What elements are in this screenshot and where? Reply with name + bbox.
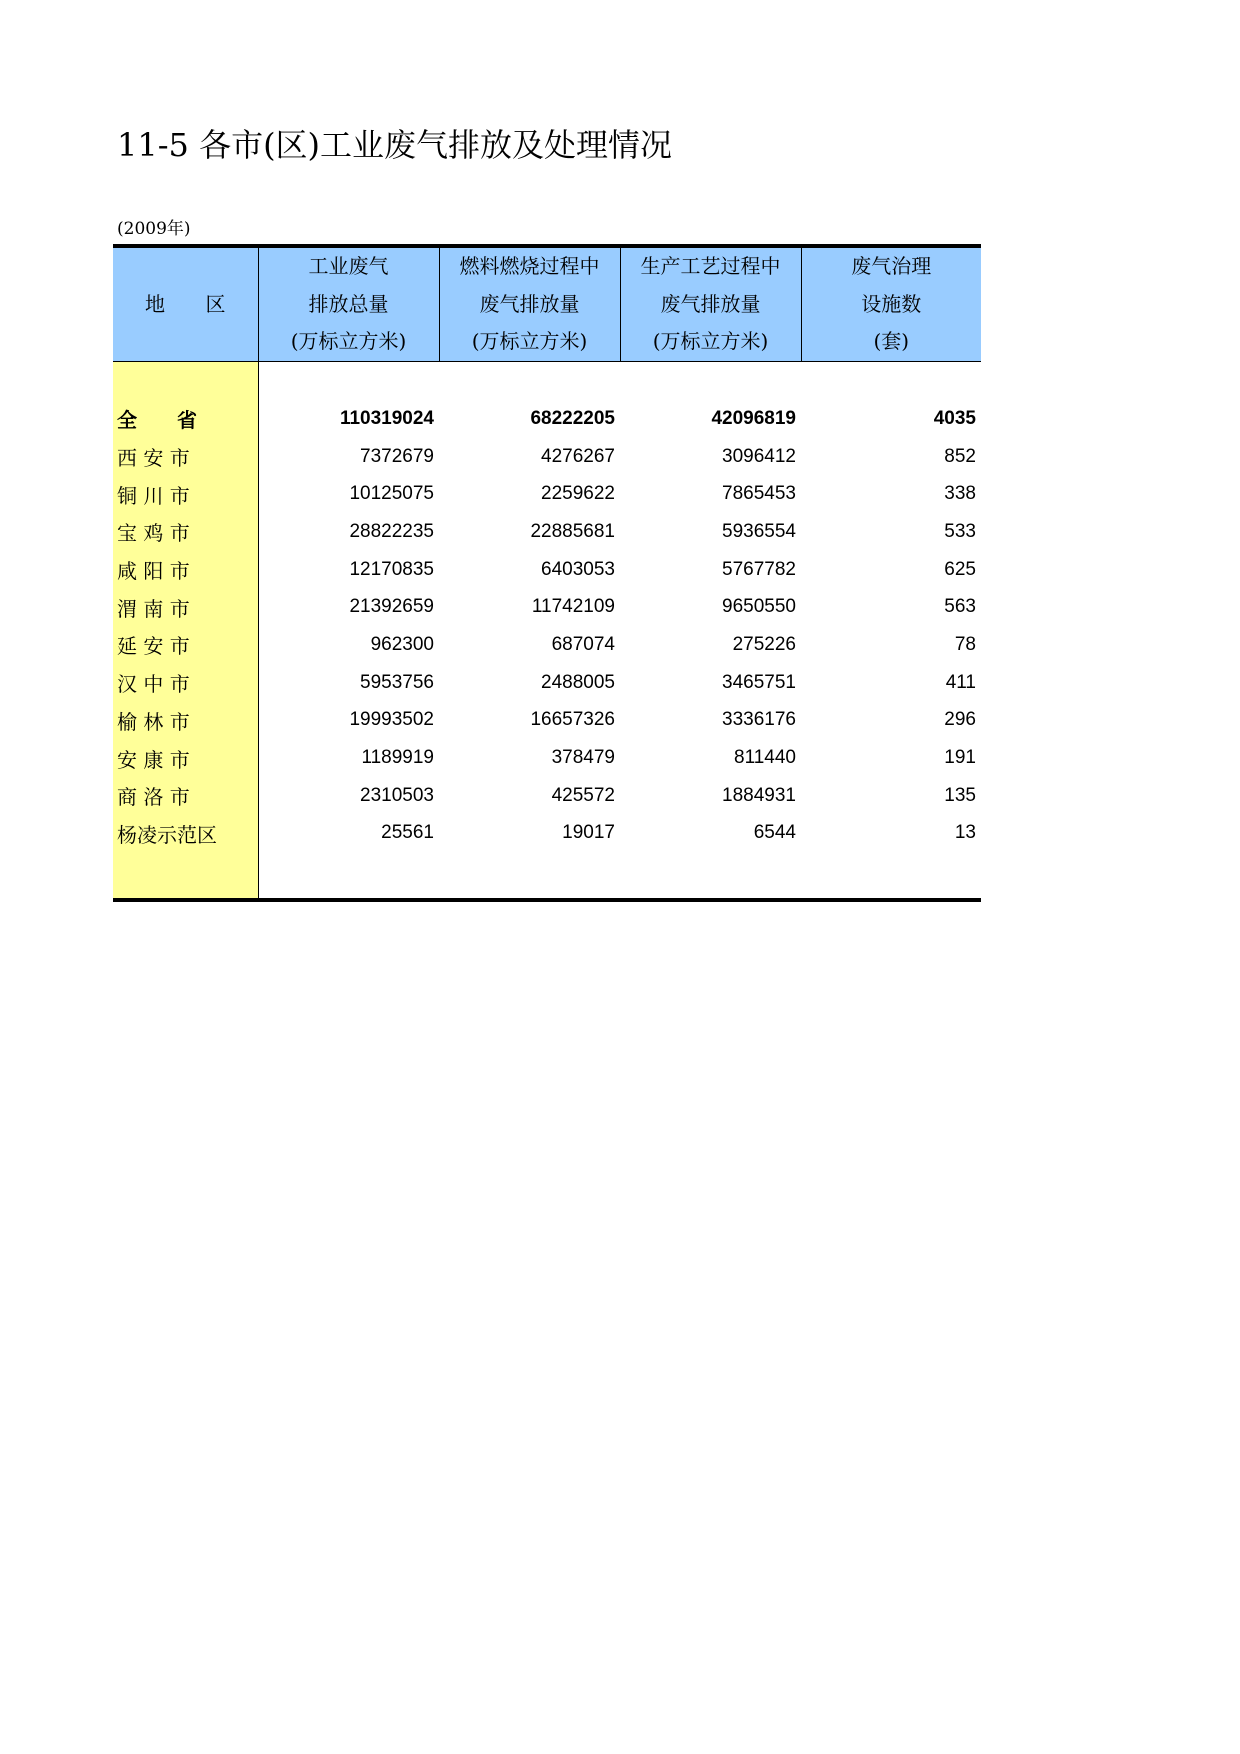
total-emission-cell: 28822235 [349,520,434,542]
process-emission-cell: 3336176 [722,709,796,731]
header-line: 燃料燃烧过程中 [459,254,600,279]
header-line: 废气治理 [851,254,932,279]
facilities-cell: 625 [944,558,976,580]
region-cell: 杨凌示范区 [113,815,258,853]
header-line: 工业废气 [308,254,389,279]
table-row [113,588,981,626]
facilities-cell: 852 [944,445,976,467]
process-emission-cell: 42096819 [711,407,796,429]
total-emission-cell: 21392659 [349,596,434,618]
total-emission-cell: 962300 [370,633,434,655]
fuel-emission-cell: 16657326 [530,709,615,731]
total-emission-cell: 19993502 [349,709,434,731]
header-unit: (套) [873,329,910,354]
page-title: 11-5 各市(区)工业废气排放及处理情况 [117,126,673,164]
total-emission-cell: 25561 [381,822,434,844]
total-emission-cell: 10125075 [349,483,434,505]
table-body [113,362,981,901]
process-emission-cell: 3096412 [722,445,796,467]
header-unit: (万标立方米) [652,329,769,354]
facilities-cell: 563 [944,596,976,618]
total-emission-cell: 2310503 [360,784,434,806]
fuel-emission-cell: 425572 [551,784,615,806]
fuel-emission-cell: 687074 [551,633,615,655]
total-emission-cell: 7372679 [360,445,434,467]
process-emission-cell: 7865453 [722,483,796,505]
region-cell: 商 洛 市 [113,777,258,815]
header-region-char-2: 区 [205,291,226,316]
header-region-char-1: 地 [145,291,165,316]
table-row [113,664,981,702]
region-cell: 咸 阳 市 [113,551,258,589]
total-emission-cell: 110319024 [339,407,434,429]
table-row [113,626,981,664]
table-row [113,702,981,740]
process-emission-cell: 275226 [732,633,796,655]
table-header-row [113,246,981,362]
header-line: 设施数 [861,291,922,316]
fuel-emission-cell: 22885681 [530,520,615,542]
process-emission-cell: 5767782 [722,558,796,580]
total-emission-cell: 12170835 [349,558,434,580]
facilities-cell: 296 [944,709,976,731]
fuel-emission-cell: 68222205 [530,407,615,429]
table-row [113,475,981,513]
region-cell: 宝 鸡 市 [113,513,258,551]
table-row [113,513,981,551]
total-emission-cell: 5953756 [360,671,434,693]
region-cell: 全 省 [113,400,258,438]
facilities-cell: 13 [954,822,976,844]
region-cell: 安 康 市 [113,739,258,777]
header-unit: (万标立方米) [471,329,588,354]
table-row [113,438,981,476]
table-row-total [113,400,981,438]
fuel-emission-cell: 2259622 [541,483,615,505]
region-cell: 渭 南 市 [113,588,258,626]
facilities-cell: 411 [945,671,976,693]
header-line: 废气排放量 [479,291,580,316]
process-emission-cell: 1884931 [722,784,796,806]
header-line: 废气排放量 [660,291,761,316]
header-facilities [801,246,981,362]
header-line: 生产工艺过程中 [640,254,781,279]
facilities-cell: 338 [944,483,976,505]
fuel-emission-cell: 11742109 [531,596,615,618]
region-cell: 榆 林 市 [113,702,258,740]
fuel-emission-cell: 2488005 [541,671,615,693]
region-cell: 西 安 市 [113,438,258,476]
facilities-cell: 135 [944,784,976,806]
facilities-cell: 191 [944,747,976,769]
fuel-emission-cell: 4276267 [541,445,615,467]
facilities-cell: 78 [954,633,976,655]
header-fuel-emission [439,246,620,362]
fuel-emission-cell: 19017 [562,822,615,844]
process-emission-cell: 811440 [734,747,796,769]
header-total-emission [258,246,439,362]
header-line: 排放总量 [308,291,389,316]
region-cell: 延 安 市 [113,626,258,664]
table-bottom-row [113,852,981,900]
header-process-emission [620,246,801,362]
table-row [113,815,981,853]
process-emission-cell: 9650550 [722,596,796,618]
emission-table [113,244,981,902]
fuel-emission-cell: 378479 [551,747,615,769]
facilities-cell: 4035 [933,407,976,429]
region-cell: 铜 川 市 [113,475,258,513]
process-emission-cell: 6544 [753,822,796,844]
header-unit: (万标立方米) [290,329,407,354]
table-row [113,551,981,589]
spacer-row [113,362,981,401]
table-row [113,777,981,815]
year-note: (2009年) [117,219,191,239]
process-emission-cell: 3465751 [722,671,796,693]
total-emission-cell: 1189919 [361,747,434,769]
table-row [113,739,981,777]
header-region [113,246,258,362]
facilities-cell: 533 [944,520,976,542]
process-emission-cell: 5936554 [722,520,796,542]
region-cell: 汉 中 市 [113,664,258,702]
fuel-emission-cell: 6403053 [541,558,615,580]
